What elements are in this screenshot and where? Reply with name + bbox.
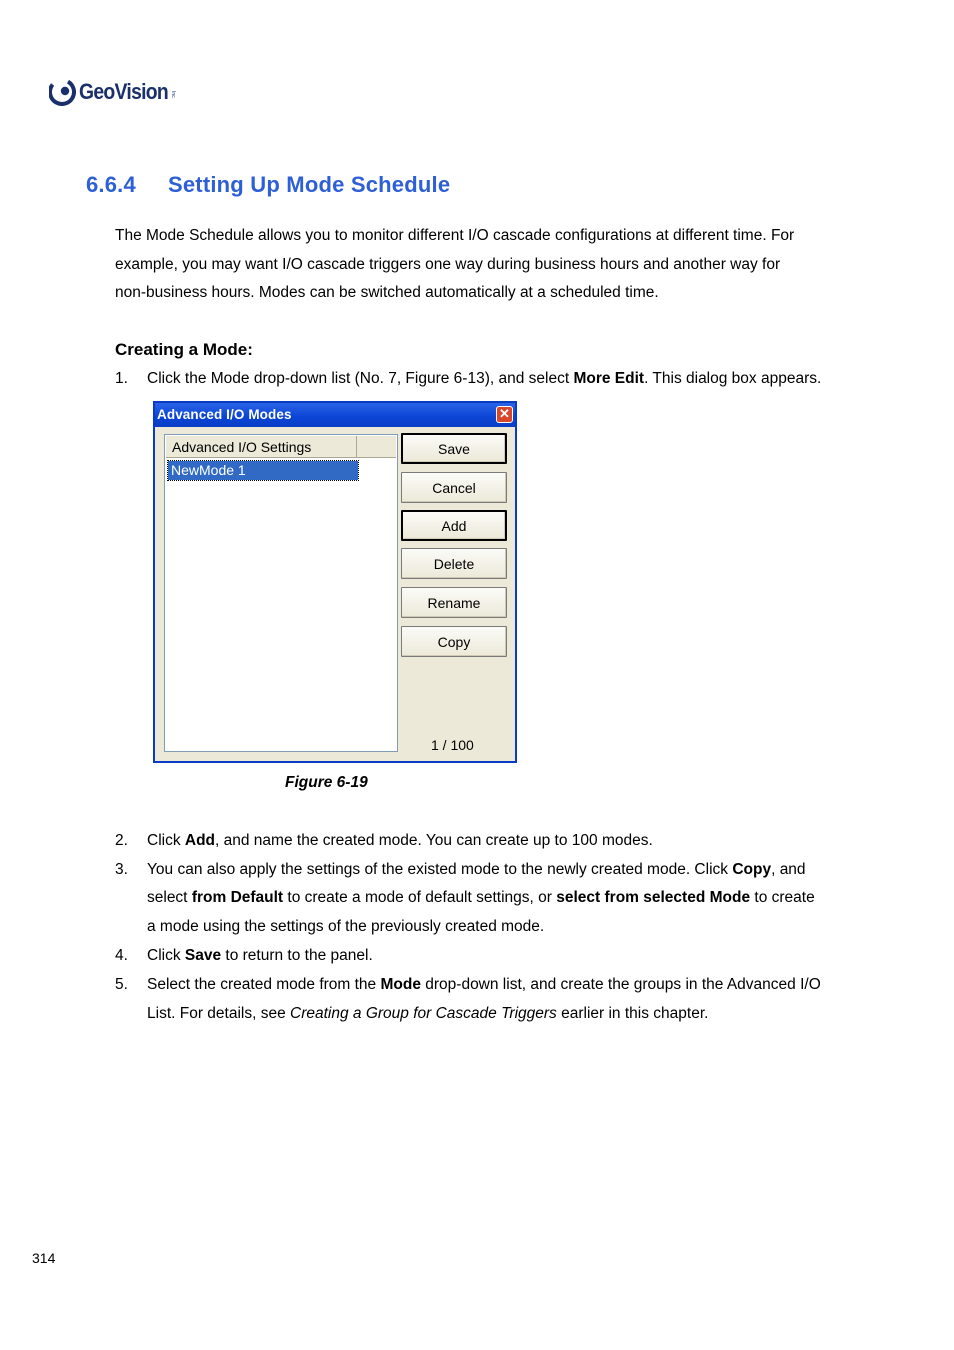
list-header — [166, 436, 396, 458]
copy-button[interactable]: Copy — [401, 626, 507, 657]
step-text: Click the Mode drop-down list (No. 7, Figure 6-13), and select More Edit. This dialog box appears. — [147, 370, 822, 387]
page-number: 314 — [32, 1250, 56, 1266]
step-text-line: select from Default to create a mode of default settings, or select from selected Mode to create — [147, 889, 815, 906]
delete-button[interactable]: Delete — [401, 548, 507, 579]
list-item[interactable]: NewMode 1 — [168, 461, 358, 480]
step-number: 5. — [115, 976, 128, 993]
step-text-line: List. For details, see Creating a Group for Cascade Triggers earlier in this chapter. — [147, 1005, 709, 1022]
close-icon[interactable]: ✕ — [496, 406, 513, 423]
step-1 — [115, 370, 875, 390]
list-column-header[interactable]: Advanced I/O Settings — [166, 436, 357, 457]
logo-text: GeoVision — [79, 79, 169, 104]
dialog-title: Advanced I/O Modes — [157, 407, 292, 422]
intro-paragraph — [115, 222, 855, 308]
step-2 — [115, 832, 875, 852]
step-number: 1. — [115, 370, 128, 387]
section-heading — [86, 172, 450, 198]
rename-button[interactable]: Rename — [401, 587, 507, 618]
step-number: 3. — [115, 861, 128, 878]
step-5-line-2 — [115, 1005, 875, 1025]
logo-trademark: Inc. — [170, 90, 177, 100]
figure-caption: Figure 6-19 — [285, 774, 368, 791]
mode-counter: 1 / 100 — [431, 737, 474, 753]
step-number: 4. — [115, 947, 128, 964]
step-text-line: a mode using the settings of the previously created mode. — [147, 918, 545, 935]
geovision-logo-icon — [49, 78, 77, 106]
step-text: Click Save to return to the panel. — [147, 947, 373, 964]
step-4 — [115, 947, 875, 967]
geovision-logo — [49, 76, 176, 108]
step-3-line-3 — [115, 918, 875, 938]
dialog-titlebar[interactable] — [155, 403, 515, 427]
step-text-line: Select the created mode from the Mode drop-down list, and create the groups in the Advanced I/O — [147, 976, 821, 993]
save-button[interactable]: Save — [401, 433, 507, 464]
step-5 — [115, 976, 875, 996]
step-number: 2. — [115, 832, 128, 849]
intro-line: non-business hours. Modes can be switched automatically at a scheduled time. — [115, 284, 659, 302]
intro-line: example, you may want I/O cascade triggers one way during business hours and another way for — [115, 255, 781, 273]
section-number: 6.6.4 — [86, 172, 136, 197]
step-text-line: You can also apply the settings of the existed mode to the newly created mode. Click Copy, and — [147, 861, 806, 878]
subheading: Creating a Mode: — [115, 340, 253, 359]
intro-line: The Mode Schedule allows you to monitor different I/O cascade configurations at different time. For — [115, 227, 795, 244]
section-title: Setting Up Mode Schedule — [168, 172, 451, 197]
advanced-io-modes-dialog — [153, 401, 517, 763]
cancel-button[interactable]: Cancel — [401, 472, 507, 503]
step-3 — [115, 861, 875, 881]
modes-listbox[interactable] — [164, 434, 398, 752]
step-text: Click Add, and name the created mode. You can create up to 100 modes. — [147, 832, 653, 849]
add-button[interactable]: Add — [401, 510, 507, 541]
step-3-line-2 — [115, 889, 875, 909]
